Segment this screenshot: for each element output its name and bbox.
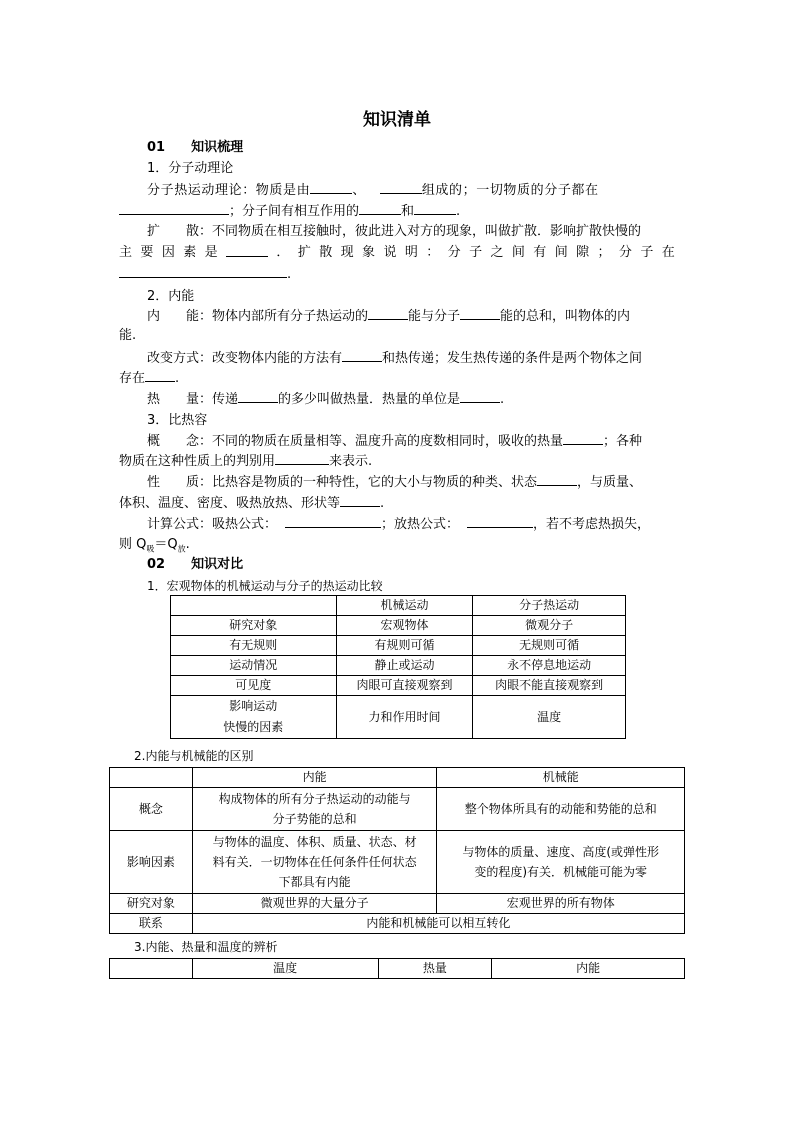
table-row bbox=[171, 636, 626, 656]
paragraph-line bbox=[119, 201, 675, 222]
char: 在 bbox=[661, 245, 675, 260]
fill-blank[interactable] bbox=[340, 493, 380, 507]
table-caption: 1．宏观物体的机械运动与分子的热运动比较 bbox=[147, 579, 383, 593]
cell-line: 分子势能的总和 bbox=[272, 812, 357, 826]
text: 分子热运动理论：物质是由 bbox=[147, 183, 311, 198]
paragraph-line bbox=[119, 368, 675, 389]
char: 散 bbox=[319, 245, 333, 260]
cell-line: 快慢的因素 bbox=[223, 720, 284, 734]
fill-blank[interactable] bbox=[537, 472, 577, 486]
text: . bbox=[500, 392, 505, 407]
text: 存在 bbox=[119, 371, 146, 386]
fill-blank[interactable] bbox=[414, 201, 456, 215]
row-label: 影响因素 bbox=[110, 831, 193, 894]
table-row bbox=[110, 914, 685, 934]
subscript: 放 bbox=[177, 544, 186, 554]
fill-blank[interactable] bbox=[119, 264, 287, 278]
fill-blank[interactable] bbox=[380, 180, 422, 194]
char: 现 bbox=[340, 245, 354, 260]
paragraph-line bbox=[119, 180, 675, 201]
comparison-table-heat bbox=[109, 958, 685, 979]
char: 说 bbox=[383, 245, 397, 260]
char: 间 bbox=[554, 245, 568, 260]
subheading-internal-energy: 2．内能 bbox=[147, 289, 195, 304]
header-cell bbox=[171, 596, 337, 616]
paragraph-line bbox=[119, 264, 675, 285]
row-label: 运动情况 bbox=[171, 656, 337, 676]
table-cell: 肉眼不能直接观察到 bbox=[473, 676, 626, 696]
text: ；放热公式： bbox=[381, 517, 460, 532]
char: ． bbox=[276, 245, 290, 260]
char: 之 bbox=[490, 245, 504, 260]
cell-line: 与物体的温度、体积、质量、状态、材 bbox=[212, 835, 417, 849]
table-cell: 内能和机械能可以相互转化 bbox=[192, 914, 684, 934]
table-row bbox=[171, 676, 626, 696]
text: 的多少叫做热量．热量的单位是 bbox=[278, 392, 461, 407]
comparison-table-motion bbox=[170, 595, 626, 739]
header-cell: 温度 bbox=[192, 959, 378, 979]
header-cell: 机械运动 bbox=[336, 596, 473, 616]
paragraph-line bbox=[147, 431, 703, 452]
section-number: 01 bbox=[147, 140, 166, 155]
cell-line: 与物体的质量、速度、高度(或弹性形 bbox=[462, 845, 660, 859]
char: 间 bbox=[511, 245, 525, 260]
table-row bbox=[110, 788, 685, 831]
table-header-row bbox=[110, 768, 685, 788]
table-header-row bbox=[110, 959, 685, 979]
text: ，与质量、 bbox=[577, 475, 643, 490]
text: 则 Q bbox=[119, 537, 147, 552]
text: . bbox=[380, 496, 385, 511]
paragraph-line-justified bbox=[119, 243, 675, 263]
subheading-molecular-theory: 1．分子动理论 bbox=[147, 161, 234, 176]
char: 分 bbox=[618, 245, 632, 260]
fill-blank[interactable] bbox=[285, 514, 381, 528]
text: ；各种 bbox=[603, 434, 643, 449]
table-cell bbox=[437, 831, 685, 894]
section-02-heading bbox=[147, 555, 703, 575]
paragraph-line bbox=[119, 451, 675, 472]
char: 子 bbox=[640, 245, 654, 260]
table-cell bbox=[192, 788, 437, 831]
fill-blank[interactable] bbox=[226, 243, 268, 257]
fill-blank[interactable] bbox=[342, 348, 382, 362]
paragraph-line: 能. bbox=[119, 328, 137, 343]
row-label: 联系 bbox=[110, 914, 193, 934]
text: . bbox=[287, 267, 292, 282]
text: 体积、温度、密度、吸热放热、形状等 bbox=[119, 496, 341, 511]
section-name: 知识梳理 bbox=[191, 140, 244, 155]
table-caption: 3.内能、热量和温度的辨析 bbox=[134, 940, 278, 954]
header-cell: 内能 bbox=[192, 768, 437, 788]
fill-blank[interactable] bbox=[460, 306, 500, 320]
text: ；分子间有相互作用的 bbox=[229, 204, 360, 219]
paragraph-line: 扩 散：不同物质在相互接触时，彼此进入对方的现象，叫做扩散．影响扩散快慢的 bbox=[147, 224, 642, 239]
section-number: 02 bbox=[147, 557, 166, 572]
fill-blank[interactable] bbox=[460, 389, 500, 403]
text: ＝Q bbox=[154, 537, 178, 552]
table-cell: 有规则可循 bbox=[336, 636, 473, 656]
char: 分 bbox=[447, 245, 461, 260]
char: 因 bbox=[161, 245, 175, 260]
fill-blank[interactable] bbox=[275, 451, 329, 465]
text: . bbox=[175, 371, 180, 386]
paragraph-line bbox=[147, 306, 703, 327]
table-cell: 宏观物体 bbox=[336, 616, 473, 636]
text: 改变方式：改变物体内能的方法有 bbox=[147, 351, 343, 366]
paragraph-line bbox=[147, 514, 703, 535]
table-cell: 永不停息地运动 bbox=[473, 656, 626, 676]
char: 扩 bbox=[297, 245, 311, 260]
char: 象 bbox=[362, 245, 376, 260]
char: 是 bbox=[204, 245, 218, 260]
row-label: 有无规则 bbox=[171, 636, 337, 656]
table-cell: 微观世界的大量分子 bbox=[192, 894, 437, 914]
text: 能的总和，叫物体的内 bbox=[500, 309, 631, 324]
text: 能与分子 bbox=[408, 309, 461, 324]
table-cell: 无规则可循 bbox=[473, 636, 626, 656]
text: . bbox=[185, 537, 190, 552]
text: 计算公式：吸热公式： bbox=[147, 517, 278, 532]
table-cell: 微观分子 bbox=[473, 616, 626, 636]
section-name: 知识对比 bbox=[191, 557, 244, 572]
text: 、 bbox=[352, 183, 366, 198]
cell-line: 影响运动 bbox=[229, 699, 278, 713]
text: 和 bbox=[401, 204, 415, 219]
table-cell: 静止或运动 bbox=[336, 656, 473, 676]
table-cell: 宏观世界的所有物体 bbox=[437, 894, 685, 914]
cell-line: 下都具有内能 bbox=[278, 875, 351, 889]
header-cell: 分子热运动 bbox=[473, 596, 626, 616]
header-cell: 机械能 bbox=[437, 768, 685, 788]
text: 来表示. bbox=[329, 454, 373, 469]
subheading-specific-heat: 3．比热容 bbox=[147, 413, 208, 428]
table-row bbox=[171, 616, 626, 636]
text: 性 质：比热容是物质的一种特性，它的大小与物质的种类、状态 bbox=[147, 475, 538, 490]
cell-line: 变的程度)有关．机械能可能为零 bbox=[474, 865, 648, 879]
table-row bbox=[171, 656, 626, 676]
table-cell bbox=[192, 831, 437, 894]
paragraph-line bbox=[147, 348, 703, 369]
cell-line: 构成物体的所有分子热运动的动能与 bbox=[218, 792, 411, 806]
paragraph-line bbox=[147, 472, 703, 493]
fill-blank[interactable] bbox=[119, 201, 229, 215]
table-cell: 温度 bbox=[473, 696, 626, 739]
text: 物质在这种性质上的判别用 bbox=[119, 454, 276, 469]
char: 素 bbox=[183, 245, 197, 260]
row-label bbox=[171, 696, 337, 739]
char: ： bbox=[426, 245, 440, 260]
fill-blank[interactable] bbox=[310, 180, 352, 194]
text: 和热传递；发生热传递的条件是两个物体之间 bbox=[382, 351, 643, 366]
paragraph-line bbox=[119, 493, 675, 514]
char: 明 bbox=[404, 245, 418, 260]
table-header-row bbox=[171, 596, 626, 616]
row-label: 可见度 bbox=[171, 676, 337, 696]
fill-blank[interactable] bbox=[563, 431, 603, 445]
row-label: 研究对象 bbox=[171, 616, 337, 636]
header-cell bbox=[110, 768, 193, 788]
header-cell bbox=[110, 959, 193, 979]
header-cell: 热量 bbox=[378, 959, 492, 979]
table-row bbox=[110, 831, 685, 894]
subscript: 吸 bbox=[146, 544, 155, 554]
page-title: 知识清单 bbox=[363, 110, 431, 130]
paragraph-line bbox=[147, 389, 703, 410]
row-label: 概念 bbox=[110, 788, 193, 831]
fill-blank[interactable] bbox=[359, 201, 401, 215]
fill-blank[interactable] bbox=[145, 368, 175, 382]
text: 热 量：传递 bbox=[147, 392, 239, 407]
text: 组成的；一切物质的分子都在 bbox=[421, 183, 599, 198]
fill-blank[interactable] bbox=[238, 389, 278, 403]
table-cell: 肉眼可直接观察到 bbox=[336, 676, 473, 696]
text: 概 念：不同的物质在质量相等、温度升高的度数相同时，吸收的热量 bbox=[147, 434, 564, 449]
text: ，若不考虑热损失， bbox=[533, 517, 651, 532]
table-row bbox=[171, 696, 626, 739]
char: 要 bbox=[140, 245, 154, 260]
table-cell: 力和作用时间 bbox=[336, 696, 473, 739]
fill-blank[interactable] bbox=[368, 306, 408, 320]
header-cell: 内能 bbox=[492, 959, 685, 979]
char: 隙 bbox=[576, 245, 590, 260]
char: 主 bbox=[119, 245, 133, 260]
char: 子 bbox=[469, 245, 483, 260]
char: ； bbox=[597, 245, 611, 260]
section-01-heading bbox=[147, 138, 703, 158]
comparison-table-energy bbox=[109, 767, 685, 934]
row-label: 研究对象 bbox=[110, 894, 193, 914]
table-row bbox=[110, 894, 685, 914]
text: 内 能：物体内部所有分子热运动的 bbox=[147, 309, 369, 324]
cell-line: 料有关．一切物体在任何条件任何状态 bbox=[212, 855, 417, 869]
fill-blank[interactable] bbox=[467, 514, 533, 528]
text: . bbox=[456, 204, 461, 219]
char: 有 bbox=[533, 245, 547, 260]
table-cell: 整个物体所具有的动能和势能的总和 bbox=[437, 788, 685, 831]
table-caption: 2.内能与机械能的区别 bbox=[134, 749, 254, 763]
